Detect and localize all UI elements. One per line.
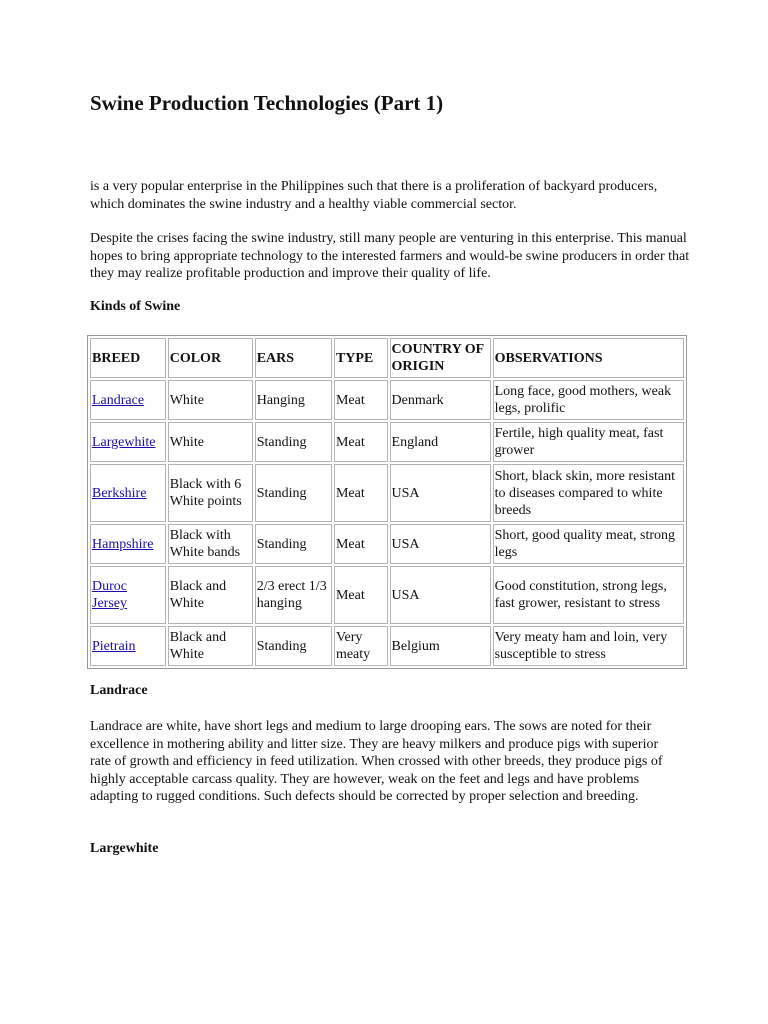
cell-observations: Fertile, high quality meat, fast grower xyxy=(493,422,684,462)
breed-link-duroc-jersey[interactable]: Duroc Jersey xyxy=(92,579,127,611)
header-country-of-origin: COUNTRY OF ORIGIN xyxy=(390,338,491,378)
cell-breed xyxy=(90,464,166,522)
cell-country: England xyxy=(390,422,491,462)
header-observations: OBSERVATIONS xyxy=(493,338,684,378)
cell-type: Meat xyxy=(334,464,388,522)
cell-country: Denmark xyxy=(390,380,491,420)
breed-link-pietrain[interactable]: Pietrain xyxy=(92,638,136,654)
cell-ears: Standing xyxy=(255,524,332,564)
cell-observations: Short, good quality meat, strong legs xyxy=(493,524,684,564)
cell-type: Meat xyxy=(334,380,388,420)
cell-ears: Hanging xyxy=(255,380,332,420)
cell-color: Black with 6 White points xyxy=(168,464,253,522)
swine-breeds-table xyxy=(87,335,687,669)
breed-link-hampshire[interactable]: Hampshire xyxy=(92,536,154,552)
cell-color: Black and White xyxy=(168,626,253,666)
cell-ears: 2/3 erect 1/3 hanging xyxy=(255,566,332,624)
landrace-paragraph: Landrace are white, have short legs and medium to large drooping ears. The sows are noted for their excellence in mothering ability and litter size. They are heavy milkers and produce pigs with superior rate of growth and efficiency in feed utilization. When crossed with other breeds, they produce pigs of highly acceptable carcass quality. They are however, weak on the feet and legs and have problems adapting to rugged conditions. Such defects should be corrected by proper selection and breeding. xyxy=(90,719,663,804)
cell-observations: Very meaty ham and loin, very susceptible to stress xyxy=(493,626,684,666)
page-title: Swine Production Technologies (Part 1) xyxy=(90,91,444,115)
cell-observations: Good constitution, strong legs, fast grower, resistant to stress xyxy=(493,566,684,624)
cell-color: Black and White xyxy=(168,566,253,624)
kinds-of-swine-heading: Kinds of Swine xyxy=(90,299,181,314)
table-header-row xyxy=(90,338,684,378)
cell-color: White xyxy=(168,380,253,420)
cell-country: Belgium xyxy=(390,626,491,666)
cell-type: Meat xyxy=(334,524,388,564)
cell-country: USA xyxy=(390,566,491,624)
table-row xyxy=(90,566,684,624)
cell-ears: Standing xyxy=(255,464,332,522)
header-color: COLOR xyxy=(168,338,253,378)
cell-breed xyxy=(90,422,166,462)
cell-breed xyxy=(90,626,166,666)
intro-paragraph: is a very popular enterprise in the Philippines such that there is a proliferation of backyard producers, which dominates the swine industry and a healthy viable commercial sector. xyxy=(90,179,658,212)
breed-link-largewhite[interactable]: Largewhite xyxy=(92,434,156,450)
table-row xyxy=(90,464,684,522)
largewhite-heading: Largewhite xyxy=(90,841,159,856)
cell-breed xyxy=(90,380,166,420)
table-row xyxy=(90,626,684,666)
cell-color: White xyxy=(168,422,253,462)
cell-ears: Standing xyxy=(255,422,332,462)
table-row xyxy=(90,422,684,462)
header-breed: BREED xyxy=(90,338,166,378)
header-type: TYPE xyxy=(334,338,388,378)
cell-color: Black with White bands xyxy=(168,524,253,564)
cell-type: Meat xyxy=(334,422,388,462)
second-paragraph: Despite the crises facing the swine industry, still many people are venturing in this enterprise. This manual hopes to bring appropriate technology to the interested farmers and would-be swine producers in order that they may realize profitable production and improve their quality of life. xyxy=(90,231,690,281)
table-row xyxy=(90,524,684,564)
cell-breed xyxy=(90,524,166,564)
breed-link-landrace[interactable]: Landrace xyxy=(92,392,145,408)
landrace-heading: Landrace xyxy=(90,683,148,698)
table-row xyxy=(90,380,684,420)
cell-type: Meat xyxy=(334,566,388,624)
cell-breed xyxy=(90,566,166,624)
cell-country: USA xyxy=(390,464,491,522)
cell-observations: Short, black skin, more resistant to diseases compared to white breeds xyxy=(493,464,684,522)
breed-link-berkshire[interactable]: Berkshire xyxy=(92,485,147,501)
cell-country: USA xyxy=(390,524,491,564)
cell-type: Very meaty xyxy=(334,626,388,666)
cell-observations: Long face, good mothers, weak legs, prolific xyxy=(493,380,684,420)
header-ears: EARS xyxy=(255,338,332,378)
cell-ears: Standing xyxy=(255,626,332,666)
